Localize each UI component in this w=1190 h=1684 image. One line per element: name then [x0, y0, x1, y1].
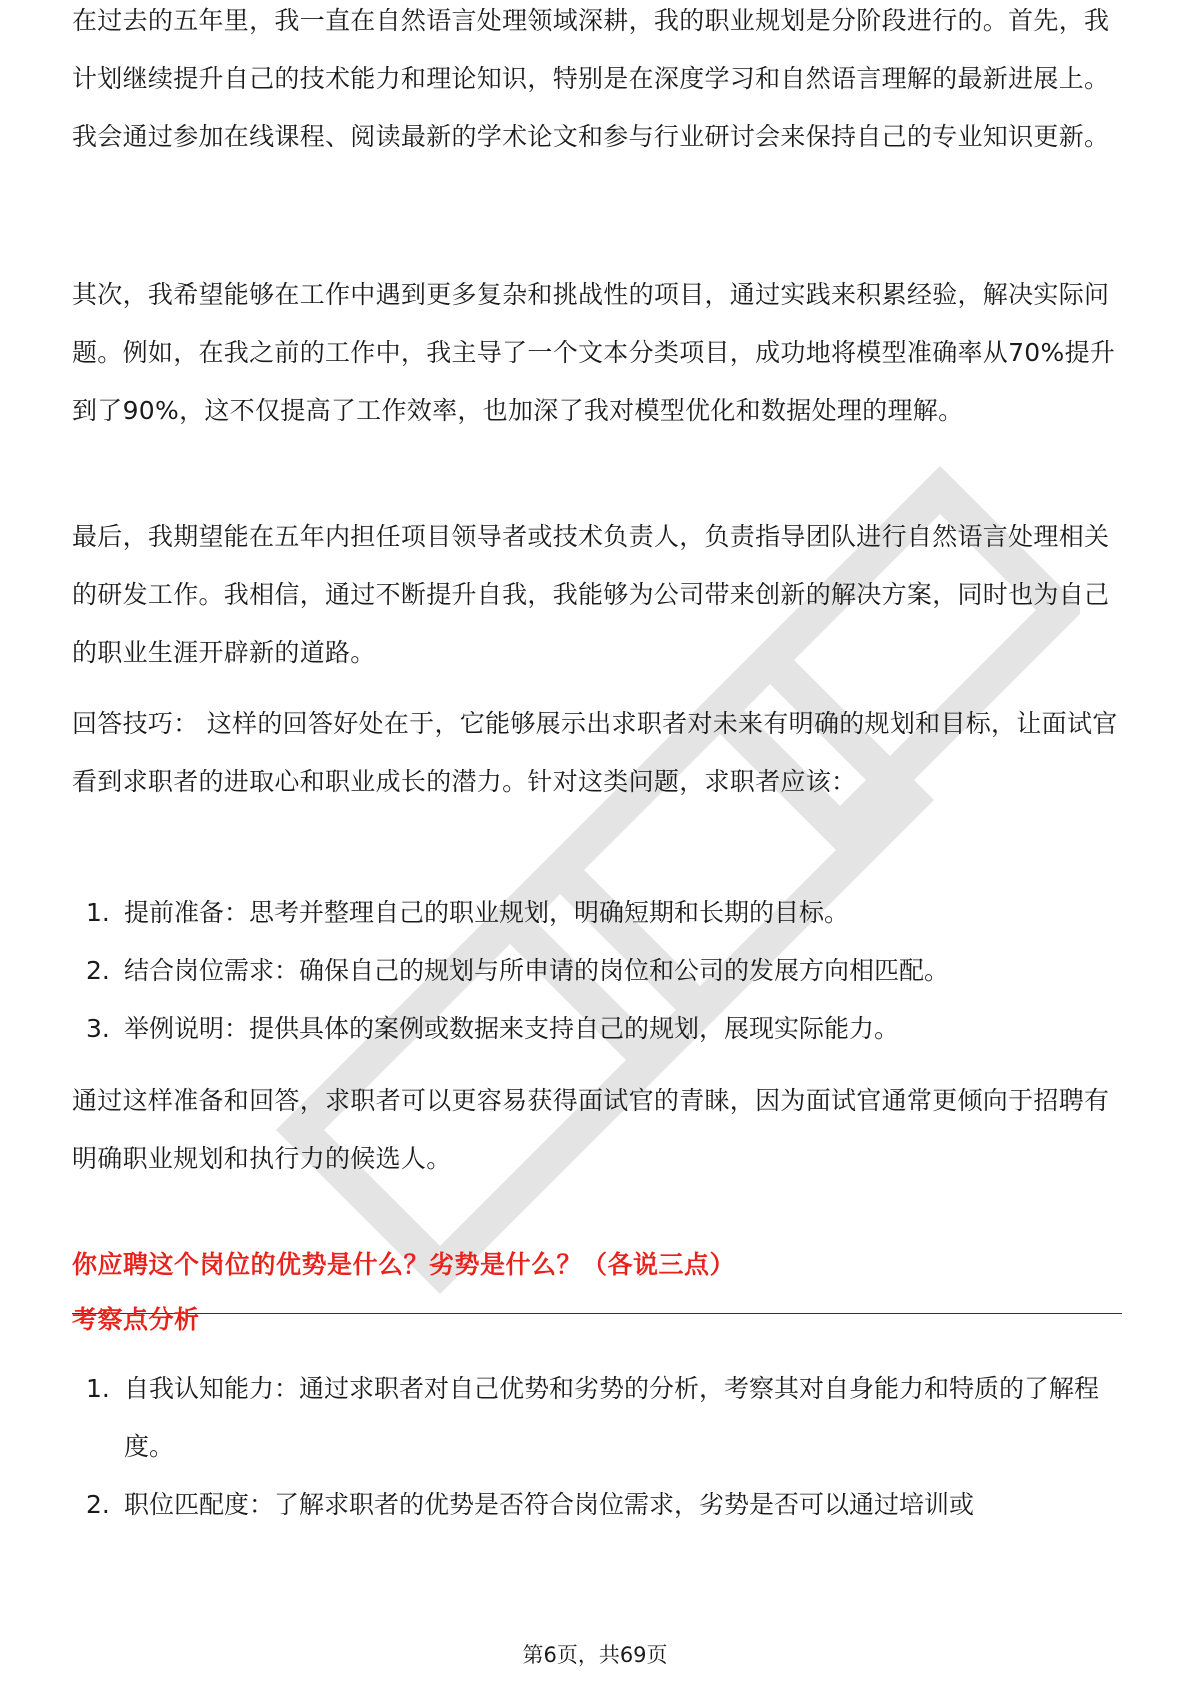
list-item	[72, 1360, 1122, 1476]
paragraph-conclusion: 通过这样准备和回答，求职者可以更容易获得面试官的青睐，因为面试官通常更倾向于招聘有明确职业规划和执行力的候选人。	[72, 1086, 1110, 1173]
list-text: 职位匹配度：了解求职者的优势是否符合岗位需求，劣势是否可以通过培训或	[124, 1490, 975, 1519]
list-item	[72, 942, 1122, 1000]
analysis-list	[72, 1360, 1122, 1534]
list-text: 提前准备：思考并整理自己的职业规划，明确短期和长期的目标。	[124, 898, 850, 927]
paragraph-answer-tips: 回答技巧： 这样的回答好处在于，它能够展示出求职者对未来有明确的规划和目标，让面试官看到求职者的进取心和职业成长的潜力。针对这类问题，求职者应该：	[72, 709, 1118, 796]
list-item	[72, 1476, 1122, 1534]
list-text: 结合岗位需求：确保自己的规划与所申请的岗位和公司的发展方向相匹配。	[124, 956, 950, 985]
list-text: 自我认知能力：通过求职者对自己优势和劣势的分析，考察其对自身能力和特质的了解程度。	[124, 1374, 1100, 1461]
paragraph-second-stage: 其次，我希望能够在工作中遇到更多复杂和挑战性的项目，通过实践来积累经验，解决实际问题。例如，在我之前的工作中，我主导了一个文本分类项目，成功地将模型准确率从70%提升到了90%，这不仅提高了工作效率，也加深了我对模型优化和数据处理的理解。	[72, 280, 1116, 425]
list-item	[72, 1000, 1122, 1058]
list-item	[72, 884, 1122, 942]
page-footer: 第6页，共69页	[522, 1643, 668, 1667]
tips-list	[72, 884, 1122, 1058]
paragraph-career-plan: 在过去的五年里，我一直在自然语言处理领域深耕，我的职业规划是分阶段进行的。首先，我计划继续提升自己的技术能力和理论知识，特别是在深度学习和自然语言理解的最新进展上。我会通过参加在线课程、阅读最新的学术论文和参与行业研讨会来保持自己的专业知识更新。	[72, 6, 1110, 151]
list-number: 3.	[86, 1014, 110, 1043]
analysis-heading: 考察点分析	[72, 1305, 200, 1334]
list-number: 1.	[86, 1374, 110, 1403]
paragraph-final-stage: 最后，我期望能在五年内担任项目领导者或技术负责人，负责指导团队进行自然语言处理相关的研发工作。我相信，通过不断提升自我，我能够为公司带来创新的解决方案，同时也为自己的职业生涯开辟新的道路。	[72, 522, 1110, 667]
list-text: 举例说明：提供具体的案例或数据来支持自己的规划，展现实际能力。	[124, 1014, 900, 1043]
section-divider	[72, 1313, 1122, 1314]
document-page	[72, 0, 1122, 1684]
question-heading: 你应聘这个岗位的优势是什么？劣势是什么？（各说三点）	[72, 1250, 736, 1279]
list-number: 2.	[86, 956, 110, 985]
list-number: 1.	[86, 898, 110, 927]
paragraph-clip	[72, 0, 1122, 240]
list-number: 2.	[86, 1490, 110, 1519]
